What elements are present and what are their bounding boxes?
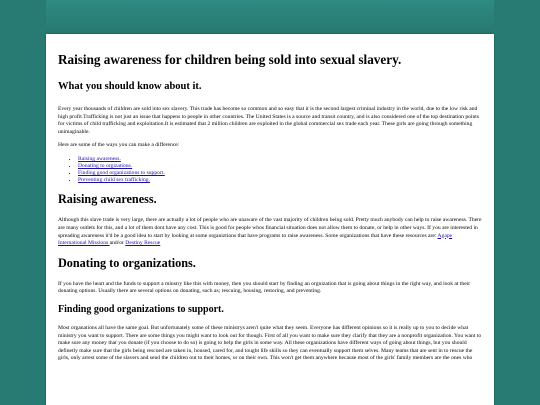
list-item (78, 163, 482, 170)
section-heading-donating: Donating to organizations. (58, 255, 196, 270)
section-heading-awareness: Raising awareness. (58, 192, 157, 207)
section-paragraph-awareness (58, 217, 482, 247)
intro-heading: What you should know about it. (58, 81, 202, 92)
section-paragraph-finding: Most organations all have the same goal. But unfortunately some of these ministrys aren't quite what they seem. Everyone has different opinions so it is really up to you to decide what ministry you want to support. There are some things you might want to look out for though. First of all you want to make sure they clarify that they are a nonprofit organization. You want to make sure any money that you donate (if you choose to do so) is going to help the girls in some way. All these organizations have different ways of going about things, but you should definetly make sure that the girls being rescued are taken in, housed, cared for, and tought life skills so they can eventually support them selves. Many teams that are sent in to rescue the girls, only arrest some of the slavers and send the children out to their homes, or on their own. This won't get them anywhere because most of the girls' family members are the ones who (58, 324, 482, 362)
section-paragraph-donating: If you have the heart and the funds to support a minstry like this with money, then you should start by finding an orgnization that is going about things in the right way, and look at their donating options. Usually there are several options on donating, such as; rescuing, housing, restoring, and preventing. (58, 280, 471, 295)
page-title: Raising awareness for children being sold into sexual slavery. (58, 52, 402, 67)
list-item (78, 177, 482, 184)
page-content-area (46, 34, 494, 405)
ways-list (58, 156, 482, 184)
link-preventing[interactable]: Preventing child sex trafficking. (78, 177, 150, 184)
window-frame-top (0, 0, 540, 34)
article (46, 34, 494, 363)
link-destiny-rescue[interactable]: Destiny Rescue (125, 240, 161, 247)
link-raising-awareness[interactable]: Raising awareness. (78, 155, 121, 162)
ways-intro: Here are some of the ways you can make a difference: (58, 142, 180, 149)
link-finding-organizations[interactable]: Finding good organizations to support. (78, 170, 165, 177)
link-donating[interactable]: Donating to orgizations. (78, 163, 133, 170)
paragraph-text: and/or (109, 240, 126, 247)
window-frame-left (0, 0, 46, 405)
link-agape[interactable]: Agape International Missions (58, 232, 453, 247)
section-heading-finding: Finding good organizations to support. (58, 303, 224, 315)
paragraph-text: Although this slave trade is very large, there are actually a lot of people who are unaware of the vast majority of children being sold. Pretty much anybody can help to raise awareness. There are many outlets for this, and a lot of them dont have any cost. This is good for people whos financial situation does not allow them to donate, or help in other ways. If you are interested in spreading awareness it'd be a good idea to start by looking at some organiztions that have programs to raise awareness. Some organizations that have these resources are: (58, 217, 482, 239)
list-item (78, 156, 482, 163)
window-frame-right (494, 0, 540, 405)
intro-paragraph: Every year thousands of children are sold into sex slavery. This trade has become so common and so easy that it is the second largest criminal industry in the world, due to the low risk and high profit.Trafficking is not just an issue that happens to people in other countries. The United States is a source and transit country, and is also considered one of the top destination points for victims of child trafficking and exploitation.It is estimated that 2 million children are exploited in the global commercial sex trade each year. These girls are going through something unimaginable. (58, 106, 480, 135)
